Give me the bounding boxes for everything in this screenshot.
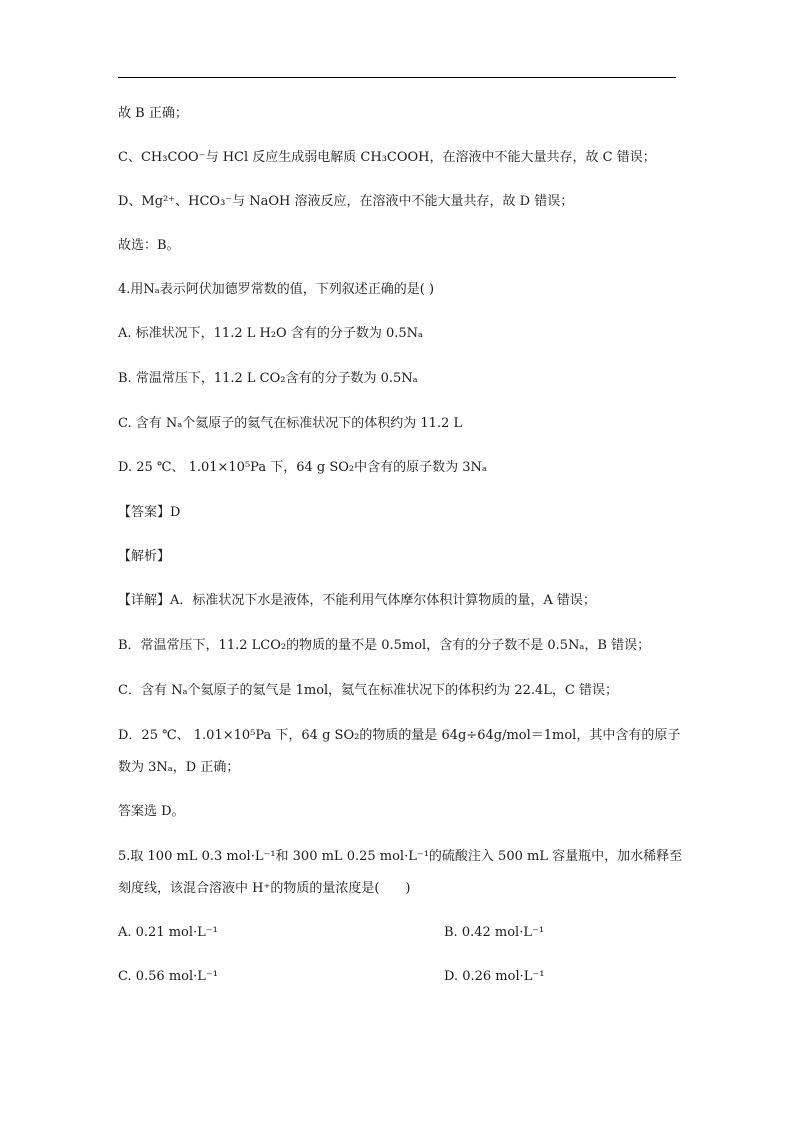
question-5-option-b: B. 0.42 mol·L⁻¹ xyxy=(444,925,545,940)
detail-line: 【详解】A．标准状况下水是液体，不能利用气体摩尔体积计算物质的量，A 错误； xyxy=(118,593,596,608)
detail-line: D．25 ℃、 1.01×10⁵Pa 下，64 g SO₂的物质的量是 64g÷64g/mol＝1mol，其中含有的原子 xyxy=(118,728,681,743)
analysis-label: 【解析】 xyxy=(118,549,171,564)
question-4-option-b: B. 常温常压下，11.2 L CO₂含有的分子数为 0.5Nₐ xyxy=(118,371,418,386)
question-4-option-c: C. 含有 Nₐ个氦原子的氦气在标准状况下的体积约为 11.2 L xyxy=(118,416,463,431)
detail-line: B．常温常压下，11.2 LCO₂的物质的量不是 0.5mol，含有的分子数不是 0.5Nₐ，B 错误； xyxy=(118,638,651,653)
question-5-stem-cont: 刻度线，该混合溶液中 H⁺的物质的量浓度是( ) xyxy=(118,881,411,896)
answer-choice-line: 答案选 D。 xyxy=(118,804,185,819)
question-5-option-a: A. 0.21 mol·L⁻¹ xyxy=(118,925,218,940)
text-line: 故选：B。 xyxy=(118,238,180,253)
header-rule xyxy=(118,77,676,78)
question-4-stem: 4.用Nₐ表示阿伏加德罗常数的值，下列叙述正确的是( ) xyxy=(118,282,435,297)
text-line: C、CH₃COO⁻与 HCl 反应生成弱电解质 CH₃COOH，在溶液中不能大量共存，故 C 错误； xyxy=(118,150,656,165)
text-line: D、Mg²⁺、HCO₃⁻与 NaOH 溶液反应，在溶液中不能大量共存，故 D 错误； xyxy=(118,194,574,209)
question-4-option-d: D. 25 ℃、 1.01×10⁵Pa 下，64 g SO₂中含有的原子数为 3Nₐ xyxy=(118,460,487,475)
question-5-stem: 5.取 100 mL 0.3 mol·L⁻¹和 300 mL 0.25 mol·L⁻¹的硫酸注入 500 mL 容量瓶中，加水稀释至 xyxy=(118,849,683,864)
answer-label: 【答案】D xyxy=(118,505,181,520)
question-4-option-a: A. 标准状况下，11.2 L H₂O 含有的分子数为 0.5Nₐ xyxy=(118,326,424,341)
question-5-option-c: C. 0.56 mol·L⁻¹ xyxy=(118,969,218,984)
question-5-option-d: D. 0.26 mol·L⁻¹ xyxy=(444,969,545,984)
text-line: 故 B 正确； xyxy=(118,106,188,121)
detail-line: 数为 3Nₐ，D 正确； xyxy=(118,760,240,775)
detail-line: C．含有 Nₐ个氦原子的氦气是 1mol，氦气在标准状况下的体积约为 22.4L，C 错误； xyxy=(118,683,618,698)
